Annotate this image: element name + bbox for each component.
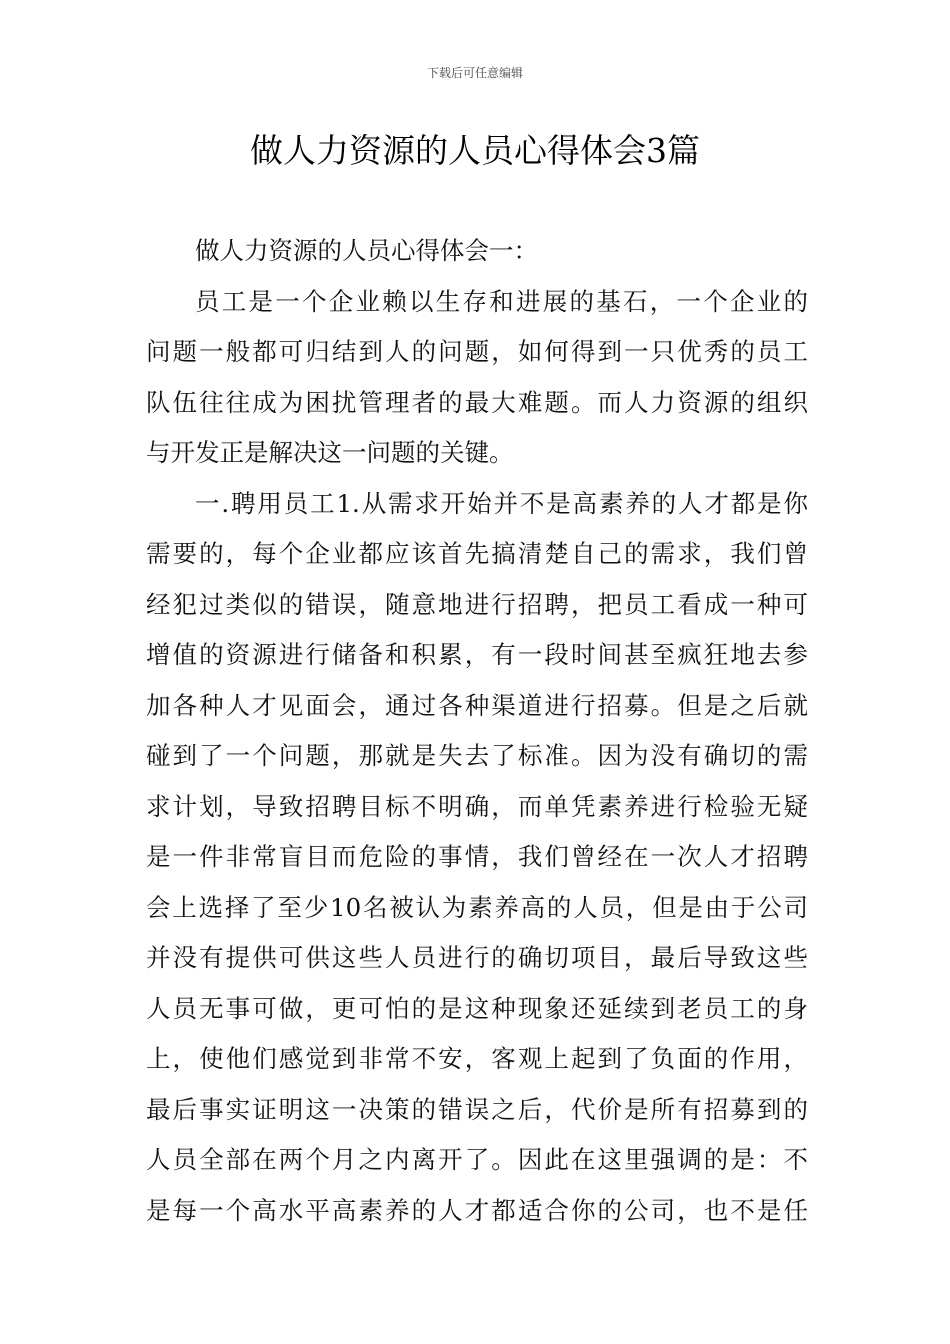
paragraph-line: 问题一般都可归结到人的问题，如何得到一只优秀的员工 [146, 337, 808, 366]
document-title: 做人力资源的人员心得体会3篇 [250, 131, 700, 170]
paragraph-line: 人员无事可做，更可怕的是这种现象还延续到老员工的身 [146, 993, 808, 1023]
paragraph-line: 求计划，导致招聘目标不明确，而单凭素养进行检验无疑 [146, 791, 808, 821]
paragraph-line: 员工是一个企业赖以生存和进展的基石，一个企业的 [195, 286, 808, 316]
paragraph-line: 与开发正是解决这一问题的关键。 [146, 438, 514, 467]
paragraph-line: 增值的资源进行储备和积累，有一段时间甚至疯狂地去参 [146, 640, 808, 669]
paragraph-line: 碰到了一个问题，那就是失去了标准。因为没有确切的需 [146, 741, 808, 770]
paragraph-line: 会上选择了至少10名被认为素养高的人员，但是由于公司 [146, 892, 808, 922]
paragraph-line: 一.聘用员工1.从需求开始并不是高素养的人才都是你 [195, 488, 808, 518]
paragraph-line: 上，使他们感觉到非常不安，客观上起到了负面的作用， [146, 1044, 808, 1073]
paragraph-line: 最后事实证明这一决策的错误之后，代价是所有招募到的 [146, 1094, 808, 1124]
paragraph-line: 经犯过类似的错误，随意地进行招聘，把员工看成一种可 [146, 589, 808, 619]
paragraph-line: 并没有提供可供这些人员进行的确切项目，最后导致这些 [146, 943, 808, 972]
paragraph-line: 队伍往往成为困扰管理者的最大难题。而人力资源的组织 [146, 387, 808, 417]
paragraph-line: 是每一个高水平高素养的人才都适合你的公司，也不是任 [146, 1195, 808, 1225]
paragraph-line: 需要的，每个企业都应该首先搞清楚自己的需求，我们曾 [146, 539, 808, 568]
header-note: 下载后可任意编辑 [426, 66, 523, 80]
paragraph-line: 人员全部在两个月之内离开了。因此在这里强调的是：不 [146, 1145, 808, 1174]
section-heading: 做人力资源的人员心得体会一： [195, 236, 538, 265]
document-body [146, 226, 808, 1236]
paragraph-line: 是一件非常盲目而危险的事情，我们曾经在一次人才招聘 [146, 842, 808, 871]
paragraph-line: 加各种人才见面会，通过各种渠道进行招募。但是之后就 [146, 690, 808, 720]
